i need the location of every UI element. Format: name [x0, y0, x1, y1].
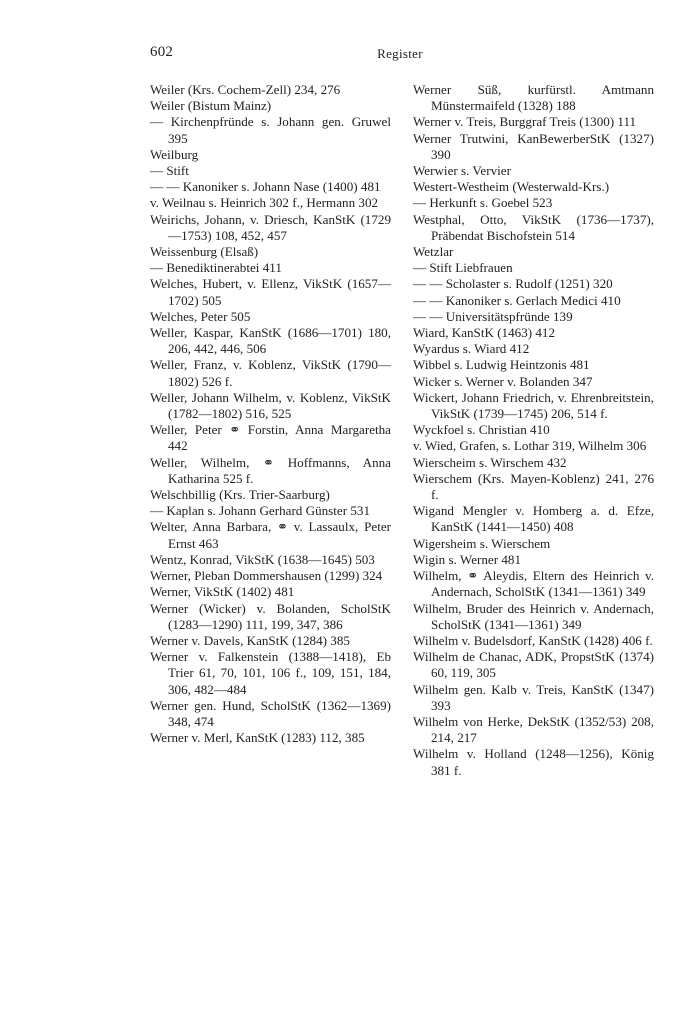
index-entry: Werner v. Davels, KanStK (1284) 385 [150, 632, 350, 648]
index-entry: Wickert, Johann Friedrich, v. Ehrenbreitstein, VikStK (1739—1745) 206, 514 f. [413, 389, 654, 422]
index-entry: Wibbel s. Ludwig Heintzonis 481 [413, 357, 590, 373]
index-entry: Weller, Peter ⚭ Forstin, Anna Margaretha 442 [150, 422, 391, 454]
index-entry: Welschbillig (Krs. Trier-Saarburg) [150, 487, 330, 503]
index-entry: Werwier s. Vervier [413, 163, 511, 179]
index-entry: — Stift [150, 163, 189, 179]
index-entry: Werner Süß, kurfürstl. Amtmann Münstermaifeld (1328) 188 [413, 82, 654, 114]
page-number: 602 [150, 44, 174, 60]
index-entry: Weiler (Krs. Cochem-Zell) 234, 276 [150, 82, 341, 97]
index-entry: — — Scholaster s. Rudolf (1251) 320 [413, 276, 613, 292]
index-entry: Weiler (Bistum Mainz) [150, 98, 272, 114]
index-entry: Weller, Franz, v. Koblenz, VikStK (1790—1802) 526 f. [150, 357, 391, 389]
index-entry: — Herkunft s. Goebel 523 [413, 195, 553, 211]
index-entry: — — Universitätspfründe 139 [413, 308, 573, 324]
index-entry: Wilhelm, ⚭ Aleydis, Eltern des Heinrich v. Andernach, ScholStK (1341—1361) 349 [413, 568, 654, 600]
index-entry: Wierschem (Krs. Mayen-Koblenz) 241, 276 f. [413, 470, 654, 503]
index-entry: Wicker s. Werner v. Bolanden 347 [413, 373, 593, 389]
index-entry: Werner v. Merl, KanStK (1283) 112, 385 [150, 730, 365, 746]
index-entry: Weller, Kaspar, KanStK (1686—1701) 180, 206, 442, 446, 506 [150, 325, 391, 357]
index-entry: — Stift Liebfrauen [413, 260, 513, 276]
index-entry: — Kaplan s. Johann Gerhard Günster 531 [150, 503, 370, 519]
index-entry: — Benediktinerabtei 411 [150, 260, 282, 276]
index-entry: Welter, Anna Barbara, ⚭ v. Lassaulx, Peter Ernst 463 [150, 519, 391, 551]
index-entry: Werner, Pleban Dommershausen (1299) 324 [150, 568, 383, 584]
index-entry: Westphal, Otto, VikStK (1736—1737), Präbendat Bischofstein 514 [413, 211, 654, 243]
index-entry: Weller, Johann Wilhelm, v. Koblenz, VikStK (1782—1802) 516, 525 [150, 389, 391, 422]
index-entry: Wigand Mengler v. Homberg a. d. Efze, KanStK (1441—1450) 408 [413, 503, 654, 535]
index-entry: Werner v. Falkenstein (1388—1418), Eb Trier 61, 70, 101, 106 f., 109, 151, 184, 306, 482—484 [150, 649, 391, 697]
index-entry: Wilhelm v. Holland (1248—1256), König 381 f. [413, 746, 654, 778]
index-entry: Werner gen. Hund, ScholStK (1362—1369) 348, 474 [150, 697, 391, 729]
index-entry: — Kirchenpfründe s. Johann gen. Gruwel 395 [150, 114, 391, 146]
index-entry: Wetzlar [413, 244, 454, 260]
index-entry: Werner v. Treis, Burggraf Treis (1300) 111 [413, 114, 637, 130]
index-entry: Westert-Westheim (Westerwald-Krs.) [413, 179, 610, 195]
index-entry: — — Kanoniker s. Johann Nase (1400) 481 [150, 179, 381, 195]
index-entry: Weissenburg (Elsaß) [150, 244, 259, 260]
index-column-left [150, 82, 391, 746]
index-entry: Wiard, KanStK (1463) 412 [413, 325, 556, 341]
index-entry: Wierscheim s. Wirschem 432 [413, 454, 567, 470]
index-entry: Werner, VikStK (1402) 481 [150, 584, 295, 600]
index-entry: Wyardus s. Wiard 412 [413, 341, 530, 357]
index-entry: Wilhelm von Herke, DekStK (1352/53) 208, 214, 217 [413, 713, 654, 746]
index-column-right [413, 82, 654, 779]
index-entry: Welches, Hubert, v. Ellenz, VikStK (1657—1702) 505 [150, 276, 391, 308]
index-entry: Wilhelm gen. Kalb v. Treis, KanStK (1347) 393 [413, 681, 654, 713]
index-entry: Wilhelm de Chanac, ADK, PropstStK (1374) 60, 119, 305 [413, 649, 654, 681]
index-entry: Wentz, Konrad, VikStK (1638—1645) 503 [150, 551, 375, 567]
running-head: Register [377, 46, 423, 61]
index-entry: Weirichs, Johann, v. Driesch, KanStK (1729—1753) 108, 452, 457 [150, 211, 391, 243]
index-entry: Wyckfoel s. Christian 410 [413, 422, 550, 438]
index-entry: v. Weilnau s. Heinrich 302 f., Hermann 302 [150, 195, 379, 211]
index-entry: Wilhelm, Bruder des Heinrich v. Andernach, ScholStK (1341—1361) 349 [413, 600, 654, 632]
index-entry: v. Wied, Grafen, s. Lothar 319, Wilhelm 306 [413, 438, 647, 454]
index-entry: Werner Trutwini, KanBewerberStK (1327) 390 [413, 130, 654, 162]
index-entry: Weilburg [150, 146, 199, 162]
index-entry: — — Kanoniker s. Gerlach Medici 410 [413, 292, 621, 308]
index-entry: Weller, Wilhelm, ⚭ Hoffmanns, Anna Katharina 525 f. [150, 454, 391, 486]
index-entry: Wigin s. Werner 481 [413, 551, 521, 567]
index-entry: Welches, Peter 505 [150, 308, 251, 324]
index-entry: Werner (Wicker) v. Bolanden, ScholStK (1283—1290) 111, 199, 347, 386 [150, 600, 391, 632]
index-entry: Wigersheim s. Wierschem [413, 535, 551, 551]
index-entry: Wilhelm v. Budelsdorf, KanStK (1428) 406 f. [413, 632, 653, 648]
